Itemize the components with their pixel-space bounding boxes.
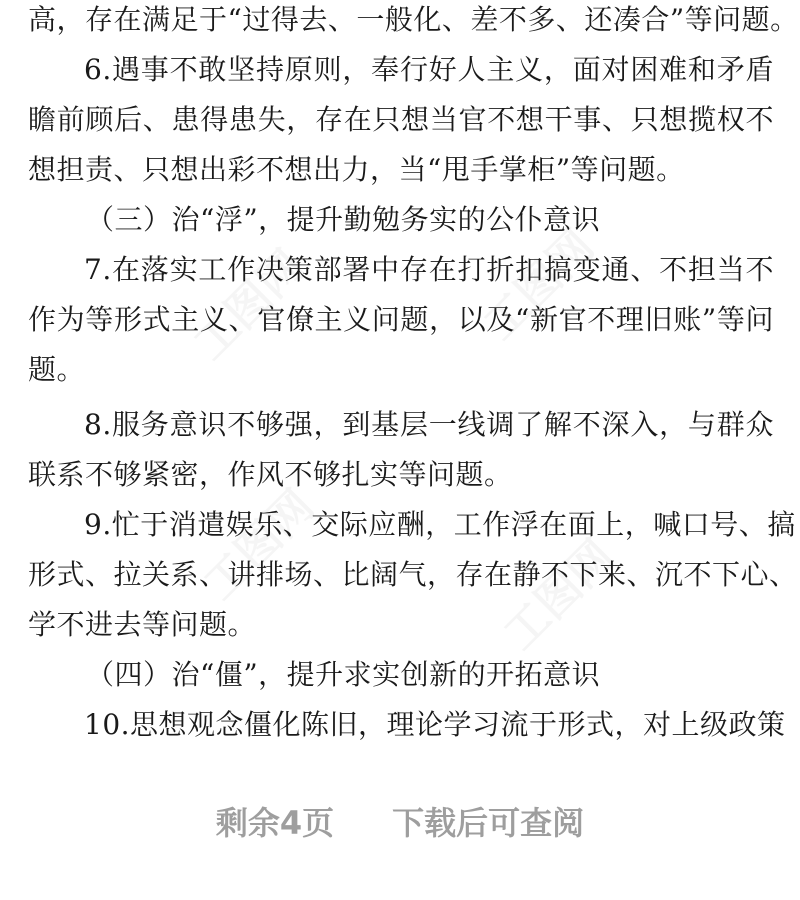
body-line: 想担责、只想出彩不想出力，当“甩手掌柜”等问题。 (28, 153, 685, 186)
download-to-view-text: 下载后可查阅 (392, 804, 585, 842)
body-line: 9.忙于消遣娱乐、交际应酬，工作浮在面上，喊口号、搞 (84, 508, 796, 541)
body-line: 作为等形式主义、官僚主义问题，以及“新官不理旧账”等问 (28, 303, 774, 336)
remaining-pages-text: 剩余4页 (215, 804, 335, 842)
section-heading: （四）治“僵”，提升求实创新的开拓意识 (86, 658, 601, 691)
body-line: 6.遇事不敢坚持原则，奉行好人主义，面对困难和矛盾 (84, 53, 774, 86)
body-line: 10.思想观念僵化陈旧，理论学习流于形式，对上级政策 (84, 708, 786, 741)
body-line: 7.在落实工作决策部署中存在打折扣搞变通、不担当不 (84, 253, 774, 286)
download-prompt[interactable] (0, 795, 800, 851)
body-line: 形式、拉关系、讲排场、比阔气，存在静不下来、沉不下心、 (28, 558, 798, 591)
body-line: 联系不够紧密，作风不够扎实等问题。 (28, 458, 513, 491)
watermark: 工图网 (194, 480, 324, 610)
body-line: 学不进去等问题。 (28, 608, 257, 641)
watermark: 工图网 (474, 220, 604, 350)
body-line: 8.服务意识不够强，到基层一线调了解不深入，与群众 (84, 408, 774, 441)
section-heading: （三）治“浮”，提升勤勉务实的公仆意识 (86, 203, 601, 236)
body-line: 瞻前顾后、患得患失，存在只想当官不想干事、只想揽权不 (28, 103, 774, 136)
body-line: 题。 (28, 353, 86, 386)
watermark: 工图网 (184, 240, 314, 370)
body-line: 高，存在满足于“过得去、一般化、差不多、还凑合”等问题。 (28, 3, 799, 36)
watermark: 工图网 (494, 530, 624, 660)
